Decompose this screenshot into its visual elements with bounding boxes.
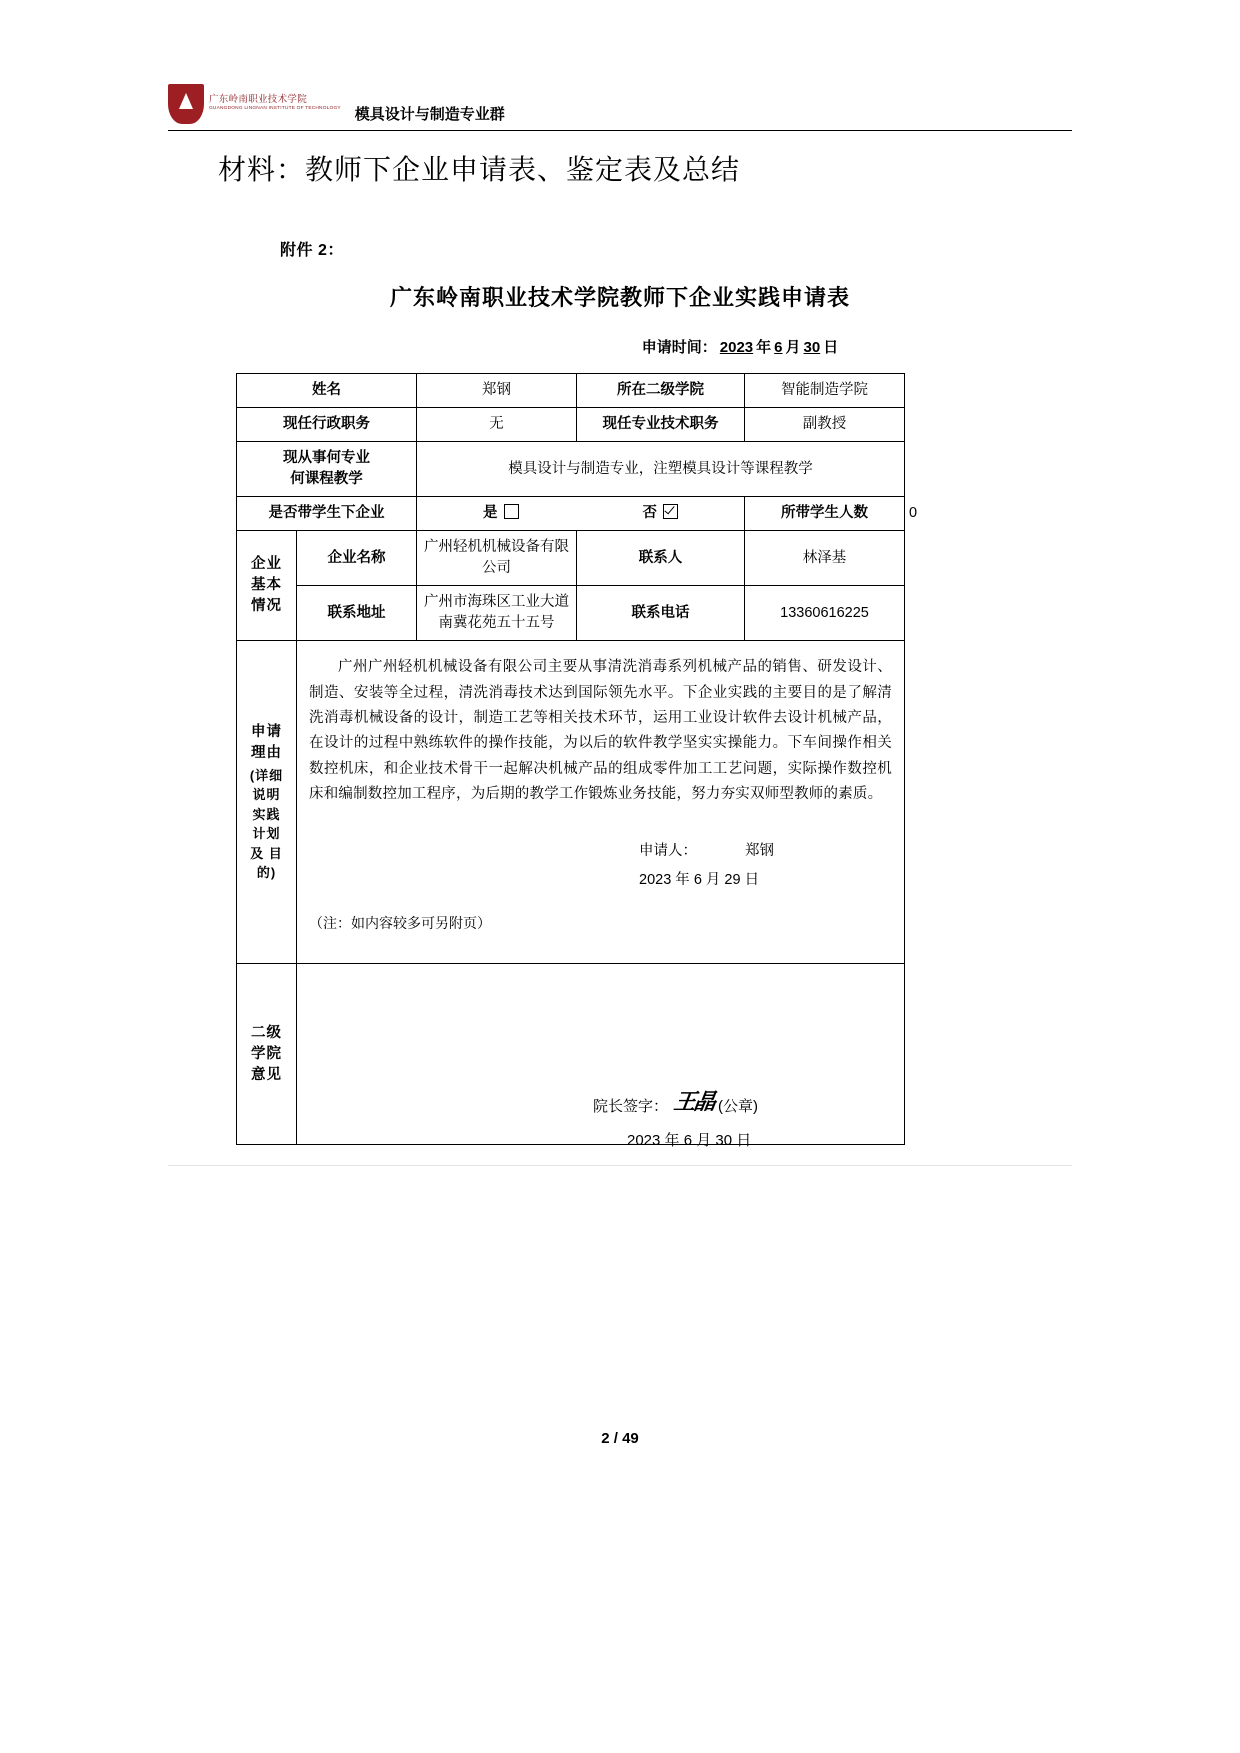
opinion-date: 2023 年 6 月 30 日: [627, 1132, 752, 1150]
applicant-name: 郑钢: [745, 843, 775, 860]
reason-label-l1: 申请: [251, 723, 282, 740]
header-title: 模具设计与制造专业群: [354, 106, 505, 123]
reason-sub-line-4: 及 目: [250, 845, 283, 861]
logo-english-name: GUANGDONG LINGNAN INSTITUTE OF TECHNOLOGY: [209, 105, 341, 111]
reason-sub-line-1: 说明: [252, 787, 281, 803]
reason-text: 广州广州轻机机械设备有限公司主要从事清洗消毒系列机械产品的销售、研发设计、制造、安装等全过程，清洗消毒技术达到国际领先水平。下企业实践的主要目的是了解清洗消毒机械设备的设计，制造工艺等相关技术环节，运用工业设计软件去设计机械产品，在设计的过程中熟练软件的操作技能，为以后的软件教学坚实实操能力。下车间操作相关数控机床，和企业技术骨干一起解决机械产品的组成零件加工工艺问题，实际操作数控机床和编制数控加工程序，为后期的教学工作锻炼业务技能，努力夯实双师型教师的素质。: [309, 659, 892, 803]
company-info-label: [237, 531, 297, 641]
college-label: 所在二级学院: [577, 374, 745, 408]
opinion-label-l3: 意见: [251, 1066, 282, 1083]
reason-sub-line-0: (详细: [249, 767, 284, 783]
teaching-label-line1: 现从事何专业: [283, 450, 370, 467]
reason-note: （注：如内容较多可另附页）: [309, 915, 491, 932]
applicant-date: 2023 年 6 月 29 日: [639, 872, 760, 889]
yes-checkbox[interactable]: [504, 504, 519, 519]
dean-signature-row: [593, 1086, 758, 1118]
phone-label: 联系电话: [577, 586, 745, 641]
reason-sub-line-3: 计划: [252, 826, 281, 842]
shield-icon: [168, 84, 204, 124]
tech-post-value: 副教授: [745, 408, 905, 442]
table-row: [237, 964, 905, 1145]
apply-month: 6: [774, 339, 783, 356]
college-value: 智能制造学院: [745, 374, 905, 408]
no-checkbox[interactable]: [663, 504, 678, 519]
applicant-label: 申请人：: [639, 843, 697, 860]
reason-content-cell: [297, 641, 905, 964]
institute-logo: [168, 84, 341, 130]
table-row: [237, 641, 905, 964]
bring-students-label: 是否带学生下企业: [237, 497, 417, 531]
page-header: [168, 70, 1072, 131]
apply-date-line: [0, 336, 1240, 357]
address-value: 广州市海珠区工业大道南冀花苑五十五号: [417, 586, 577, 641]
bring-students-choice: [417, 497, 745, 531]
contact-value: 林泽基: [745, 531, 905, 586]
company-name-label: 企业名称: [297, 531, 417, 586]
student-count-label: 所带学生人数: [745, 497, 905, 531]
name-value: 郑钢: [417, 374, 577, 408]
table-row: [237, 408, 905, 442]
admin-post-value: 无: [417, 408, 577, 442]
college-opinion-label: [237, 964, 297, 1145]
footer-divider: [168, 1165, 1072, 1166]
applicant-line: [309, 841, 892, 862]
reason-sub-line-5: 的): [256, 865, 277, 881]
apply-month-unit: 月: [785, 339, 801, 356]
teaching-value: 模具设计与制造专业，注塑模具设计等课程教学: [417, 442, 905, 497]
dean-sign-label: 院长签字：: [593, 1098, 669, 1116]
document-title: 材料：教师下企业申请表、鉴定表及总结: [218, 155, 741, 186]
name-label: 姓名: [237, 374, 417, 408]
application-form-table: [236, 373, 918, 1150]
reason-label: [237, 641, 297, 964]
address-label: 联系地址: [297, 586, 417, 641]
apply-year-unit: 年: [756, 339, 772, 356]
reason-label-l2: 理由: [251, 744, 282, 761]
apply-year: 2023: [719, 339, 754, 356]
no-option[interactable]: [643, 503, 679, 524]
college-opinion-cell: [297, 964, 905, 1150]
opinion-label-l1: 二级: [251, 1024, 282, 1041]
tech-post-label: 现任专业技术职务: [577, 408, 745, 442]
company-info-label-l2: 基本: [251, 577, 282, 594]
teaching-label: [237, 442, 417, 497]
phone-value: 13360616225: [745, 586, 905, 641]
attachment-label: 附件 2：: [280, 242, 344, 259]
seal-label: (公章): [718, 1098, 759, 1116]
table-row: [237, 374, 905, 408]
contact-label: 联系人: [577, 531, 745, 586]
apply-day: 30: [803, 339, 821, 356]
table-row: 是否带学生下企业 是 否 所带学生人数 0: [237, 497, 905, 531]
reason-sub-line-2: 实践: [252, 806, 281, 822]
table-row: [237, 586, 905, 641]
dean-signature: 王晶: [672, 1089, 716, 1115]
apply-time-label: 申请时间：: [641, 339, 717, 356]
admin-post-label: 现任行政职务: [237, 408, 417, 442]
yes-option[interactable]: [483, 503, 519, 524]
logo-text: [209, 95, 341, 113]
logo-chinese-name: 广东岭南职业技术学院: [209, 94, 308, 105]
form-title: 广东岭南职业技术学院教师下企业实践申请表: [389, 285, 850, 310]
company-name-value: 广州轻机机械设备有限公司: [417, 531, 577, 586]
no-label: 否: [642, 505, 657, 522]
company-info-label-l3: 情况: [251, 598, 282, 615]
page-number: 2 / 49: [601, 1430, 639, 1447]
table-row: [237, 531, 905, 586]
opinion-label-l2: 学院: [251, 1045, 282, 1062]
yes-label: 是: [483, 505, 498, 522]
company-info-label-l1: 企业: [251, 556, 282, 573]
apply-day-unit: 日: [823, 339, 839, 356]
teaching-label-line2: 何课程教学: [290, 471, 363, 488]
table-row: [237, 442, 905, 497]
